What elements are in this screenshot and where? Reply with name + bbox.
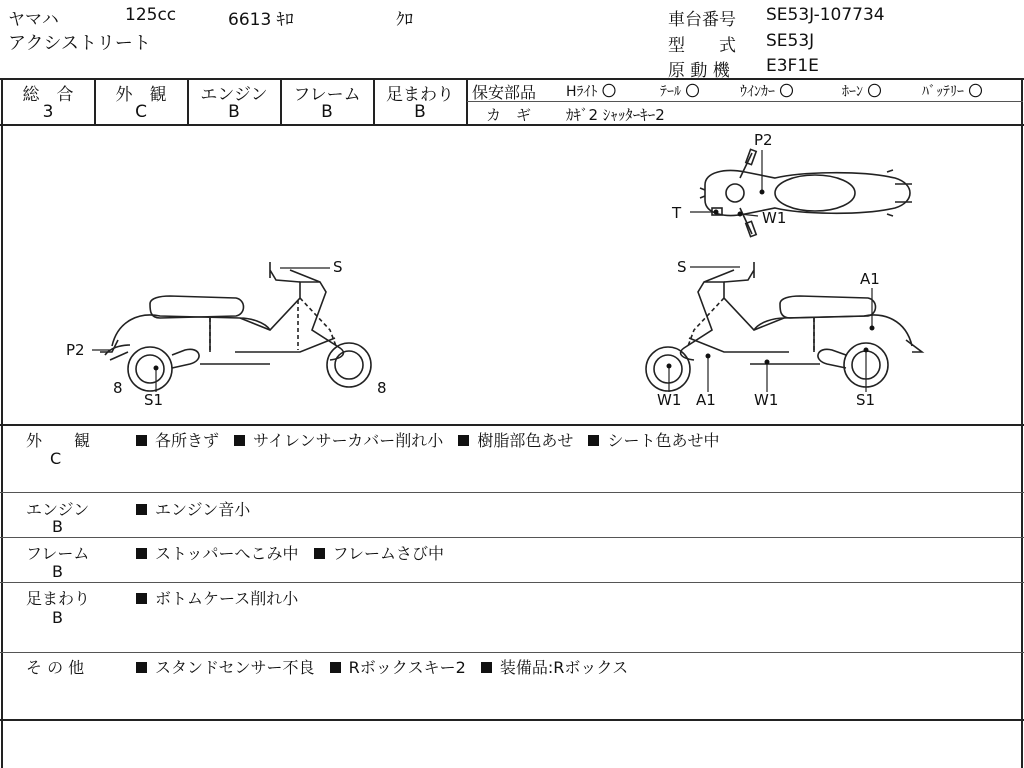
note-item: 各所きず — [136, 431, 219, 450]
key-value: ｶｷﾞ2 ｼｬｯﾀｰｷｰ2 — [566, 106, 665, 124]
marker-top-p2: P2 — [754, 131, 773, 149]
note-suspension-label: 足まわり — [26, 589, 91, 608]
note-item: フレームさび中 — [314, 544, 444, 563]
marker-left-8a: 8 — [113, 379, 123, 397]
displacement: 125cc — [125, 5, 177, 25]
engine-value: E3F1E — [766, 56, 819, 76]
frame-no: SE53J-107734 — [766, 5, 885, 25]
divider — [0, 492, 1024, 493]
note-item: スタンドセンサー不良 — [136, 658, 315, 677]
safety-item-tail: ﾃｰﾙ 〇 — [660, 84, 700, 100]
grade-frame-label: フレーム — [293, 85, 361, 105]
marker-top-w1: W1 — [762, 209, 787, 227]
divider — [0, 719, 1024, 721]
key-label: カ ギ — [486, 106, 532, 124]
border-left — [1, 78, 3, 768]
safety-item-horn: ﾎｰﾝ 〇 — [842, 84, 882, 100]
note-other-items — [136, 655, 638, 678]
marker-right-w1-a: W1 — [657, 391, 682, 409]
grade-engine-value: B — [228, 102, 240, 122]
type-value: SE53J — [766, 31, 815, 51]
frame-no-label: 車台番号 — [668, 10, 736, 30]
marker-right-a1: A1 — [696, 391, 716, 409]
mileage: 6613 ｷﾛ — [228, 10, 294, 30]
marker-right-s: S — [677, 258, 687, 276]
marker-right-a1-top: A1 — [860, 270, 880, 288]
note-item: ボトムケース削れ小 — [136, 589, 298, 608]
note-engine-label: エンジン — [26, 500, 90, 519]
marker-right-w1-b: W1 — [754, 391, 779, 409]
note-exterior-items — [136, 428, 730, 451]
safety-label: 保安部品 — [472, 83, 537, 102]
border-right — [1021, 78, 1023, 768]
note-item: ストッパーへこみ中 — [136, 544, 299, 563]
marker-left-s: S — [333, 258, 343, 276]
note-frame-grade: B — [52, 562, 63, 581]
marker-right-s1: S1 — [856, 391, 876, 409]
note-other-label: そ の 他 — [26, 658, 85, 677]
divider — [0, 424, 1024, 426]
grade-total-label: 総 合 — [22, 85, 74, 105]
safety-item-headlight: Hﾗｲﾄ 〇 — [566, 84, 616, 100]
marker-left-p2: P2 — [66, 341, 85, 359]
note-item: 装備品:Rボックス — [481, 658, 628, 677]
grade-exterior-label: 外 観 — [115, 85, 167, 105]
note-engine-grade: B — [52, 517, 63, 536]
scooter-right-view — [646, 262, 922, 391]
color: ｸﾛ — [396, 10, 413, 30]
safety-item-battery: ﾊﾞｯﾃﾘｰ 〇 — [922, 84, 983, 100]
note-suspension-items — [136, 586, 308, 609]
note-item: 樹脂部色あせ — [458, 431, 573, 450]
grade-engine-label: エンジン — [200, 85, 268, 105]
grade-total-value: 3 — [42, 102, 54, 122]
grade-suspension-label: 足まわり — [386, 85, 454, 105]
divider — [467, 101, 1023, 102]
scooter-left-view — [100, 262, 371, 391]
grade-frame-value: B — [321, 102, 333, 122]
note-engine-items — [136, 497, 260, 520]
type-label: 型 式 — [668, 36, 736, 56]
safety-item-winker: ｳｲﾝｶｰ 〇 — [740, 84, 794, 100]
maker: ヤマハ — [8, 10, 59, 30]
note-frame-items — [136, 541, 454, 564]
grade-exterior-value: C — [135, 102, 147, 122]
divider — [0, 537, 1024, 538]
note-item: サイレンサーカバー削れ小 — [234, 431, 443, 450]
marker-top-t: T — [672, 204, 682, 222]
note-exterior-grade: C — [50, 449, 62, 468]
marker-left-s1: S1 — [144, 391, 164, 409]
marker-left-8b: 8 — [377, 379, 387, 397]
engine-label: 原 動 機 — [668, 61, 730, 81]
divider — [0, 652, 1024, 653]
note-frame-label: フレーム — [26, 544, 90, 563]
note-item: エンジン音小 — [136, 500, 250, 519]
divider — [0, 582, 1024, 583]
note-item: シート色あせ中 — [588, 431, 719, 450]
note-suspension-grade: B — [52, 608, 63, 627]
scooter-top-view — [700, 149, 912, 236]
note-item: Rボックスキー2 — [330, 658, 466, 677]
model-name: アクシストリート — [8, 33, 151, 54]
grade-suspension-value: B — [414, 102, 426, 122]
note-exterior-label: 外 観 — [26, 431, 91, 450]
